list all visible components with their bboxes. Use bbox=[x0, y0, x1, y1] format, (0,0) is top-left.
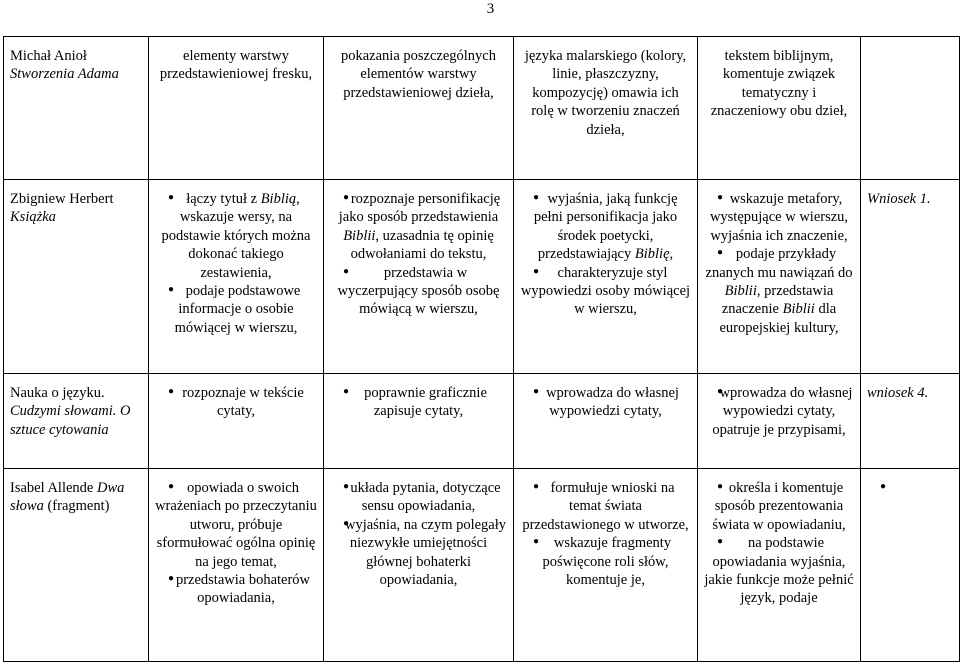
italic-text: Biblię bbox=[634, 246, 670, 263]
text-fragment: charakteryzuje styl wypowiedzi osoby mówiącej w wierszu, bbox=[520, 264, 691, 318]
text-fragment: na podstawie opowiadania wyjaśnia, jakie funkcje może pełnić język, podaje bbox=[704, 535, 854, 607]
requirement-cell bbox=[149, 180, 324, 374]
requirement-cell bbox=[324, 374, 514, 469]
bullet-list bbox=[330, 190, 507, 319]
bullet-item bbox=[330, 479, 507, 516]
italic-text: Biblią bbox=[260, 191, 297, 207]
requirement-text: tekstem biblijnym, komentuje związek tematyczny i znaczeniowy obu dzieł, bbox=[710, 48, 848, 120]
requirement-cell bbox=[861, 37, 960, 180]
text-fragment: opowiada o swoich wrażeniach po przeczytaniu utworu, próbuje sformułować ogólna opinię na jego temat, bbox=[155, 480, 317, 570]
text-fragment: dla europejskiej kultury, bbox=[719, 301, 839, 336]
italic-text: Cudzymi słowami. O sztuce cytowania bbox=[10, 403, 131, 438]
requirement-cell bbox=[324, 37, 514, 180]
bullet-item bbox=[704, 479, 854, 534]
text-fragment: , przedstawia znaczenie bbox=[721, 283, 834, 318]
text-fragment: przedstawia bohaterów opowiadania, bbox=[175, 572, 311, 607]
requirement-cell bbox=[861, 469, 960, 662]
conclusion-label: wniosek 4. bbox=[867, 385, 929, 401]
bullet-item bbox=[155, 282, 317, 337]
requirement-cell bbox=[698, 469, 861, 662]
bullet-list bbox=[155, 479, 317, 608]
bullet-list bbox=[520, 190, 691, 319]
bullet-list bbox=[330, 384, 507, 421]
page-number: 3 bbox=[486, 1, 495, 17]
text-fragment: Isabel Allende bbox=[10, 480, 97, 496]
text-fragment: , uzasadnia tę opinię odwołaniami do tekstu, bbox=[350, 227, 494, 263]
bullet-item bbox=[520, 264, 691, 319]
requirement-text: języka malarskiego (kolory, linie, płaszczyzny, kompozycję) omawia ich rolę w tworzeniu znaczeń dzieła, bbox=[524, 48, 687, 138]
requirement-text: pokazania poszczególnych elementów warstwy przedstawieniowej dzieła, bbox=[341, 48, 496, 101]
bullet-item bbox=[520, 384, 691, 421]
bullet-item bbox=[520, 479, 691, 534]
bullet-item bbox=[155, 384, 317, 421]
table-row bbox=[4, 37, 960, 180]
requirement-cell bbox=[149, 469, 324, 662]
requirement-cell bbox=[698, 37, 861, 180]
bullet-item bbox=[330, 516, 507, 590]
bullet-item bbox=[704, 190, 854, 245]
text-fragment: określa i komentuje sposób prezentowania świata w opowiadaniu, bbox=[712, 480, 846, 533]
requirement-cell bbox=[861, 180, 960, 374]
text-fragment: formułuje wnioski na temat świata przedstawionego w utworze, bbox=[522, 480, 689, 533]
bullet-item bbox=[520, 534, 691, 589]
text-fragment: łączy tytuł z bbox=[186, 191, 261, 207]
bullet-item bbox=[155, 479, 317, 571]
text-fragment: , bbox=[669, 246, 674, 263]
table-row bbox=[4, 180, 960, 374]
bullet-list bbox=[330, 479, 507, 589]
table-row bbox=[4, 374, 960, 469]
italic-text: Biblii bbox=[343, 227, 376, 244]
requirement-cell bbox=[698, 180, 861, 374]
table-row bbox=[4, 469, 960, 662]
requirements-table bbox=[3, 36, 960, 662]
bullet-list bbox=[155, 384, 317, 421]
bullet-item bbox=[155, 190, 317, 282]
requirement-cell bbox=[514, 180, 698, 374]
text-fragment: rozpoznaje w tekście cytaty, bbox=[182, 385, 304, 420]
text-fragment: podaje podstawowe informacje o osobie mówiącej w wierszu, bbox=[174, 283, 301, 336]
requirement-cell bbox=[698, 374, 861, 469]
text-fragment: , wskazuje wersy, na podstawie których można dokonać takiego zestawienia, bbox=[161, 191, 311, 281]
bullet-list bbox=[520, 384, 691, 421]
text-fragment: układa pytania, dotyczące sensu opowiadania, bbox=[350, 480, 501, 515]
bullet-item bbox=[704, 245, 854, 337]
bullet-item bbox=[520, 190, 691, 264]
text-fragment: wyjaśnia, jaką funkcję pełni personifikacja jako środek poetycki, przedstawiający bbox=[533, 191, 678, 263]
text-fragment: wyjaśnia, na czym polegały niezwykłe umiejętności głównej bohaterki opowiadania, bbox=[344, 516, 507, 589]
bullet-list bbox=[704, 384, 854, 439]
bullet-list bbox=[155, 190, 317, 337]
requirement-cell bbox=[324, 180, 514, 374]
text-fragment: wprowadza do własnej wypowiedzi cytaty, bbox=[546, 385, 679, 420]
bullet-item bbox=[155, 571, 317, 608]
bullet-list bbox=[520, 479, 691, 589]
bullet-item bbox=[330, 384, 507, 421]
italic-text: Książka bbox=[10, 209, 56, 226]
bullet-item bbox=[704, 384, 854, 439]
lesson-title-cell bbox=[4, 37, 149, 180]
bullet-item bbox=[330, 264, 507, 319]
requirement-cell bbox=[149, 37, 324, 180]
text-fragment: przedstawia w wyczerpujący sposób osobę mówiącą w wierszu, bbox=[337, 264, 500, 318]
text-fragment: Nauka o języku. bbox=[10, 385, 105, 401]
text-fragment: wskazuje fragmenty poświęcone roli słów, komentuje je, bbox=[542, 535, 672, 589]
italic-text: Biblii bbox=[724, 283, 757, 300]
requirement-text: elementy warstwy przedstawieniowej fresku, bbox=[159, 48, 313, 83]
bullet-list bbox=[704, 190, 854, 337]
bullet-item bbox=[704, 534, 854, 608]
requirement-cell bbox=[514, 469, 698, 662]
italic-text: Dwa słowa bbox=[10, 480, 125, 515]
italic-text: Stworzenia Adama bbox=[10, 66, 119, 83]
lesson-title-cell bbox=[4, 469, 149, 662]
requirement-cell bbox=[861, 374, 960, 469]
bullet-list bbox=[704, 479, 854, 608]
text-fragment: Michał Anioł bbox=[10, 48, 87, 64]
text-fragment: rozpoznaje personifikację jako sposób przedstawienia bbox=[338, 191, 501, 226]
requirement-cell bbox=[514, 374, 698, 469]
requirement-cell bbox=[324, 469, 514, 662]
requirement-cell bbox=[514, 37, 698, 180]
text-fragment: wprowadza do własnej wypowiedzi cytaty, opatruje je przypisami, bbox=[712, 385, 853, 438]
lesson-title-cell bbox=[4, 374, 149, 469]
requirement-cell bbox=[149, 374, 324, 469]
text-fragment: Zbigniew Herbert bbox=[10, 191, 114, 207]
bullet-item bbox=[330, 190, 507, 264]
text-fragment: podaje przykłady znanych mu nawiązań do bbox=[705, 246, 853, 281]
text-fragment: (fragment) bbox=[43, 498, 110, 515]
italic-text: Biblii bbox=[782, 301, 815, 318]
table-body bbox=[4, 37, 960, 662]
conclusion-label: Wniosek 1. bbox=[867, 191, 931, 207]
lesson-title-cell bbox=[4, 180, 149, 374]
text-fragment: wskazuje metafory, występujące w wierszu, wyjaśnia ich znaczenie, bbox=[709, 191, 849, 244]
text-fragment: poprawnie graficznie zapisuje cytaty, bbox=[364, 385, 487, 420]
